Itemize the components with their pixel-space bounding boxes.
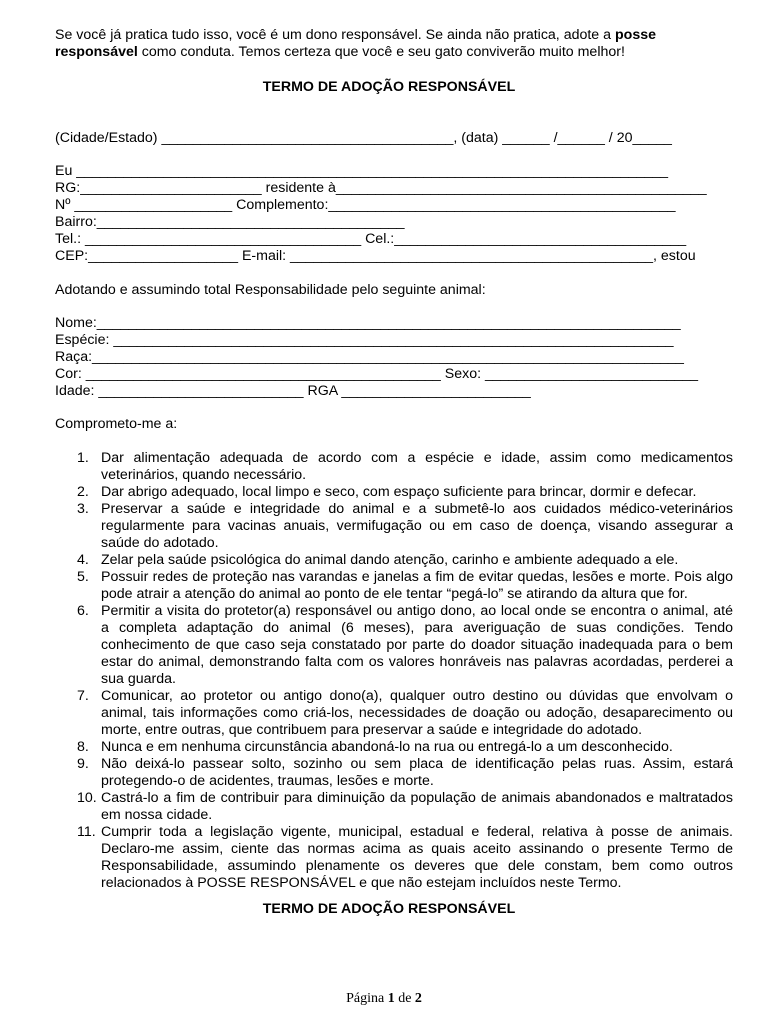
list-item-number: 8. <box>77 739 89 755</box>
document-title: TERMO DE ADOÇÃO RESPONSÁVEL <box>262 79 516 95</box>
footer-page-label: Página <box>346 991 385 1006</box>
list-item-number: 5. <box>77 569 89 585</box>
animal-row-species: Espécie: _______________________________________________________________________ <box>55 332 674 348</box>
list-item-text: Dar abrigo adequado, local limpo e seco, com espaço suficiente para brincar, dormir e defecar. <box>101 484 697 500</box>
list-item-number: 6. <box>77 603 89 619</box>
list-item <box>55 756 733 790</box>
document-title-repeat: TERMO DE ADOÇÃO RESPONSÁVEL <box>262 901 516 917</box>
list-item-text: Possuir redes de proteção nas varandas e janelas a fim de evitar quedas, lesões e morte. Pois algo pode atrair a atenção do animal ao ponto de ele tentar “pegá-lo” se atirando da altura que for. <box>101 569 733 602</box>
list-item-text: Comunicar, ao protetor ou antigo dono(a), qualquer outro destino ou dúvidas que envolvam o animal, tais informações como criá-los, necessidades de doação ou adoção, desaparecimento ou morte, entre outras, que contribuem para preservar a saúde e integridade do adotado. <box>101 688 733 738</box>
form-row-cep: CEP:___________________ E-mail: ______________________________________________, estou <box>55 248 696 264</box>
animal-row-color-sex: Cor: _____________________________________________ Sexo: ___________________________ <box>55 366 699 382</box>
list-item-number: 10. <box>77 790 97 806</box>
list-item <box>55 688 733 739</box>
document-page <box>55 27 733 918</box>
animal-row-breed: Raça:___________________________________________________________________________ <box>55 349 684 365</box>
list-item-text: Não deixá-lo passear solto, sozinho ou sem placa de identificação pelas ruas. Assim, estará protegendo-o de acidentes, traumas, lesões e morte. <box>101 756 733 789</box>
footer-of-label: de <box>398 991 412 1006</box>
list-item <box>55 484 733 501</box>
list-item-text: Nunca e em nenhuma circunstância abandoná-lo na rua ou entregá-lo a um desconhecido. <box>101 739 673 755</box>
commitment-heading: Comprometo-me a: <box>55 416 178 432</box>
list-item-number: 4. <box>77 552 89 568</box>
list-item <box>55 739 733 756</box>
form-row-name: Eu ___________________________________________________________________________ <box>55 163 669 179</box>
animal-row-age-rga: Idade: __________________________ RGA ________________________ <box>55 383 531 399</box>
adopter-form <box>55 163 733 265</box>
list-item-text: Preservar a saúde e integridade do animal e a submetê-lo aos cuidados médico-veterinários regularmente para vacinas anuais, vermifugação ou em caso de doença, visando assegurar a saúde do adotado. <box>101 501 733 551</box>
adoption-statement: Adotando e assumindo total Responsabilidade pelo seguinte animal: <box>55 282 486 298</box>
list-item <box>55 824 733 892</box>
form-row-phone: Tel.: ___________________________________ Cel.:_____________________________________ <box>55 231 687 247</box>
place-date-line: (Cidade/Estado) _____________________________________, (data) ______ /______ / 20_____ <box>55 130 672 146</box>
list-item-text: Castrá-lo a fim de contribuir para diminuição da população de animais abandonados e maltratados em nossa cidade. <box>101 790 733 823</box>
intro-paragraph <box>55 27 733 61</box>
list-item-number: 7. <box>77 688 89 704</box>
list-item <box>55 569 733 603</box>
list-item <box>55 450 733 484</box>
list-item-text: Cumprir toda a legislação vigente, municipal, estadual e federal, relativa à posse de animais. Declaro-me assim, ciente das normas acima as quais aceito assinando o presente Termo de Responsabilidade, assumindo plenamente os deveres que dele constam, bem como outros relacionados à POSSE RESPONSÁVEL e que não estejam incluídos neste Termo. <box>101 824 733 891</box>
list-item <box>55 603 733 688</box>
animal-row-name: Nome:__________________________________________________________________________ <box>55 315 681 331</box>
list-item-text: Zelar pela saúde psicológica do animal dando atenção, carinho e ambiente adequado a ele. <box>101 552 679 568</box>
intro-text-1: Se você já pratica tudo isso, você é um dono responsável. Se ainda não pratica, adote a <box>55 27 615 43</box>
commitment-list <box>55 450 733 892</box>
list-item-number: 1. <box>77 450 89 466</box>
footer-page-total: 2 <box>414 991 422 1006</box>
form-row-number: Nº ____________________ Complemento:____________________________________________ <box>55 197 676 213</box>
list-item <box>55 501 733 552</box>
form-row-bairro: Bairro:_______________________________________ <box>55 214 405 230</box>
footer-page-number: 1 <box>387 991 395 1006</box>
list-item-text: Permitir a visita do protetor(a) responsável ou antigo dono, ao local onde se encontra o animal, até a completa adaptação do animal (6 meses), para averiguação de suas condições. Tendo conhecimento de que caso seja constatado por parte do doador situação inadequada para o bem estar do animal, demonstrando falta com os valores honráveis nas palavras acordadas, perderei a sua guarda. <box>101 603 733 687</box>
list-item-number: 2. <box>77 484 89 500</box>
list-item-number: 11. <box>77 824 96 840</box>
list-item <box>55 552 733 569</box>
form-row-rg: RG:_______________________ residente à_______________________________________________ <box>55 180 707 196</box>
list-item-number: 3. <box>77 501 89 517</box>
page-footer <box>0 990 768 1007</box>
list-item-text: Dar alimentação adequada de acordo com a espécie e idade, assim como medicamentos veterinários, quando necessário. <box>101 450 733 483</box>
intro-bold: posse responsável <box>55 27 656 60</box>
list-item-number: 9. <box>77 756 89 772</box>
animal-form <box>55 315 733 400</box>
list-item <box>55 790 733 824</box>
intro-text-2: como conduta. Temos certeza que você e seu gato conviverão muito melhor! <box>137 44 625 60</box>
